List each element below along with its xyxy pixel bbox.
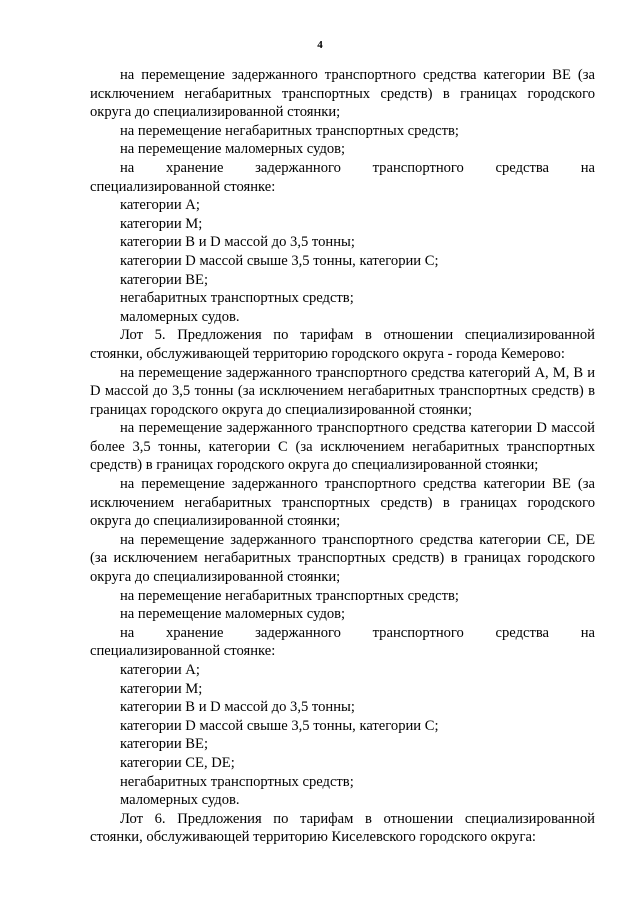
paragraph: категории В и D массой до 3,5 тонны; (120, 699, 355, 716)
paragraph: категории А; (120, 197, 200, 214)
paragraph: Лот 5. Предложения по тарифам в отношении специализированной стоянки, обслуживающей территорию городского округа - города Кемерово: (90, 327, 595, 362)
paragraph: на перемещение маломерных судов; (120, 606, 346, 623)
paragraph: категории ВЕ; (120, 271, 209, 288)
paragraph: на перемещение маломерных судов; (120, 141, 346, 158)
paragraph: Лот 6. Предложения по тарифам в отношении специализированной стоянки, обслуживающей территорию Киселевского городского округа: (90, 810, 595, 846)
paragraph: специализированной стоянке: (90, 643, 276, 660)
paragraph: категории СЕ, DE; (120, 754, 235, 771)
paragraph: категории А; (120, 662, 200, 678)
paragraph: категории D массой свыше 3,5 тонны, категории С; (120, 717, 439, 734)
paragraph: негабаритных транспортных средств; (120, 290, 354, 307)
paragraph: на перемещение задержанного транспортного средства категории ВЕ (за исключением негабаритных транспортных средств) в границах городского округа до специализированной стоянки; (90, 67, 595, 121)
page-number: 4 (317, 39, 323, 51)
paragraph: специализированной стоянке: (90, 178, 276, 195)
paragraph: категории М; (120, 215, 203, 232)
document-body (90, 66, 595, 847)
paragraph: негабаритных транспортных средств; (120, 773, 354, 790)
paragraph: на хранение задержанного транспортного средства на (120, 159, 595, 176)
paragraph: маломерных судов. (120, 792, 240, 809)
paragraph: на перемещение негабаритных транспортных средств; (120, 587, 459, 604)
paragraph: категории М; (120, 680, 203, 697)
paragraph: на перемещение задержанного транспортного средства категории D массой более 3,5 тонны, категории С (за исключением негабаритных транспортных средств) в границах городского округа до специализированной стоянки; (90, 420, 595, 474)
paragraph: категории В и D массой до 3,5 тонны; (120, 234, 355, 251)
paragraph: категории ВЕ; (120, 736, 209, 753)
paragraph: на хранение задержанного транспортного средства на (120, 624, 595, 641)
paragraph: на перемещение задержанного транспортного средства категорий А, М, В и D массой до 3,5 тонны (за исключением негабаритных транспортных средств) в границах городского округа до специализированной стоянки; (90, 364, 595, 418)
paragraph: маломерных судов. (120, 308, 240, 325)
paragraph: на перемещение задержанного транспортного средства категории СЕ, DE (за исключением негабаритных транспортных средств) в границах городского округа до специализированной стоянки; (90, 531, 595, 586)
paragraph: на перемещение негабаритных транспортных средств; (120, 122, 459, 139)
paragraph: категории D массой свыше 3,5 тонны, категории С; (120, 252, 439, 269)
paragraph: на перемещение задержанного транспортного средства категории ВЕ (за исключением негабаритных транспортных средств) в границах городского округа до специализированной стоянки; (90, 476, 595, 530)
